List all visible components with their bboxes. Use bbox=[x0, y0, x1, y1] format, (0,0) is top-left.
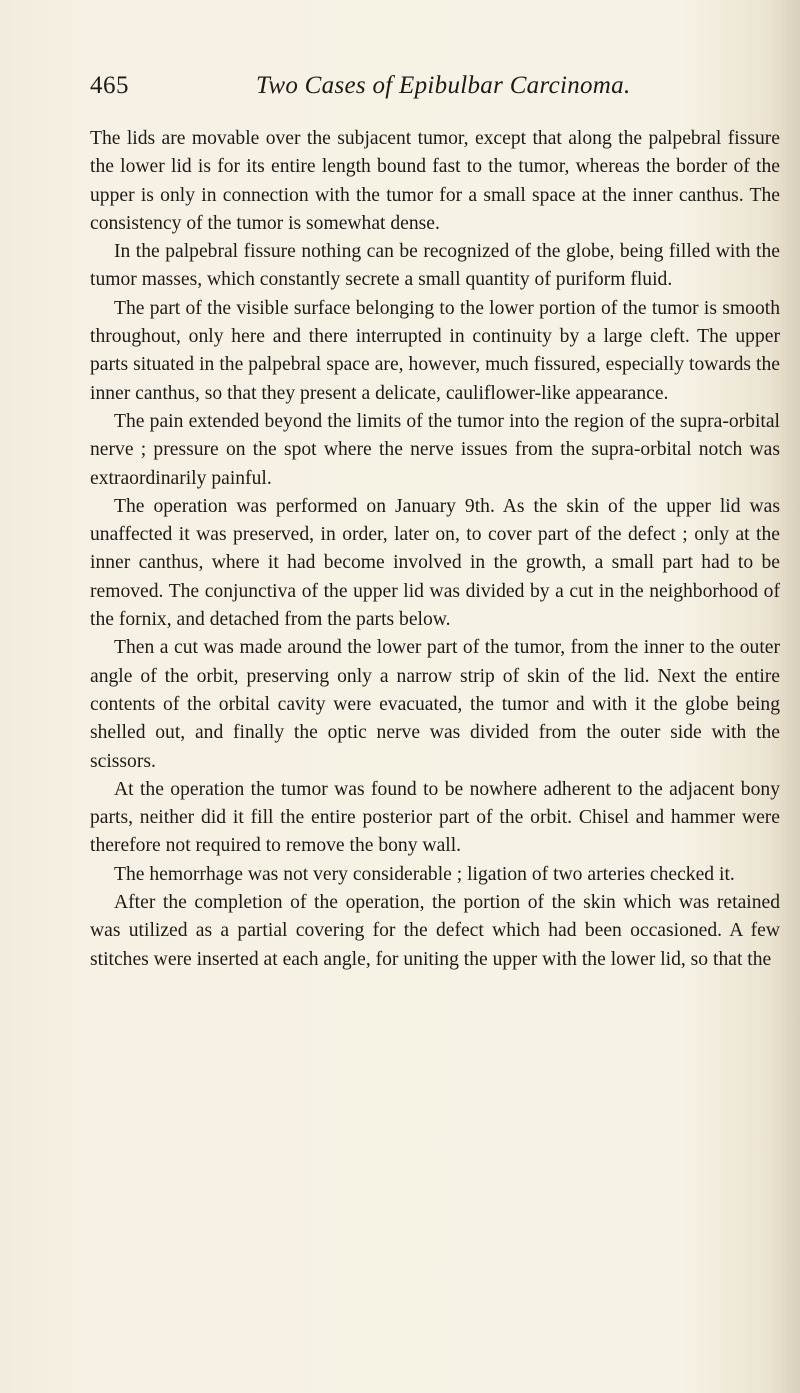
paragraph-completion: After the completion of the operation, the portion of the skin which was retained was utilized as a partial covering for the defect which had been occasioned. A few stitches were inserted at each angle, for uniting the upper with the lower lid, so that the bbox=[90, 892, 780, 970]
running-head bbox=[90, 72, 770, 108]
paragraph-visible-surface: The part of the visible surface belonging to the lower portion of the tumor is smooth throughout, only here and there interrupted in continuity by a large cleft. The upper parts situated in the palpebral space are, however, much fissured, especially towards the inner canthus, so that they present a delicate, cauliflower-like appearance. bbox=[90, 297, 780, 404]
paragraph-palpebral-fissure: In the palpebral fissure nothing can be recognized of the globe, being filled with the tumor masses, which constantly secrete a small quantity of puriform fluid. bbox=[90, 241, 780, 291]
paragraph-cut: Then a cut was made around the lower part of the tumor, from the inner to the outer angle of the orbit, preserving only a narrow strip of skin of the lid. Next the entire contents of the orbital cavity were evacuated, the tumor and with it the globe being shelled out, and finally the optic nerve was divided from the outer side with the scissors. bbox=[90, 637, 780, 772]
running-title: Two Cases of Epibulbar Carcinoma. bbox=[256, 72, 631, 99]
paragraph-operation: The operation was performed on January 9th. As the skin of the upper lid was unaffected it was preserved, in order, later on, to cover part of the defect ; only at the inner canthus, where it had become involved in the growth, a small part had to be removed. The conjunctiva of the upper lid was divided by a cut in the neighborhood of the fornix, and detached from the parts below. bbox=[90, 495, 780, 631]
page-number: 465 bbox=[90, 72, 129, 99]
body-text bbox=[90, 125, 780, 974]
paragraph-hemorrhage: The hemorrhage was not very considerable ; ligation of two arteries checked it. bbox=[114, 863, 735, 885]
paragraph-adherence: At the operation the tumor was found to be nowhere adherent to the adjacent bony parts, neither did it fill the entire posterior part of the orbit. Chisel and hammer were therefore not required to remove the bony wall. bbox=[90, 778, 780, 857]
paragraph-pain: The pain extended beyond the limits of the tumor into the region of the supra-orbital nerve ; pressure on the spot where the nerve issues from the supra-orbital notch was extraordinarily painful. bbox=[90, 410, 780, 489]
paragraph-lids: The lids are movable over the subjacent tumor, except that along the palpebral fissure the lower lid is for its entire length bound fast to the tumor, whereas the border of the upper is only in connection with the tumor for a small space at the inner canthus. The consistency of the tumor is somewhat dense. bbox=[90, 128, 780, 234]
